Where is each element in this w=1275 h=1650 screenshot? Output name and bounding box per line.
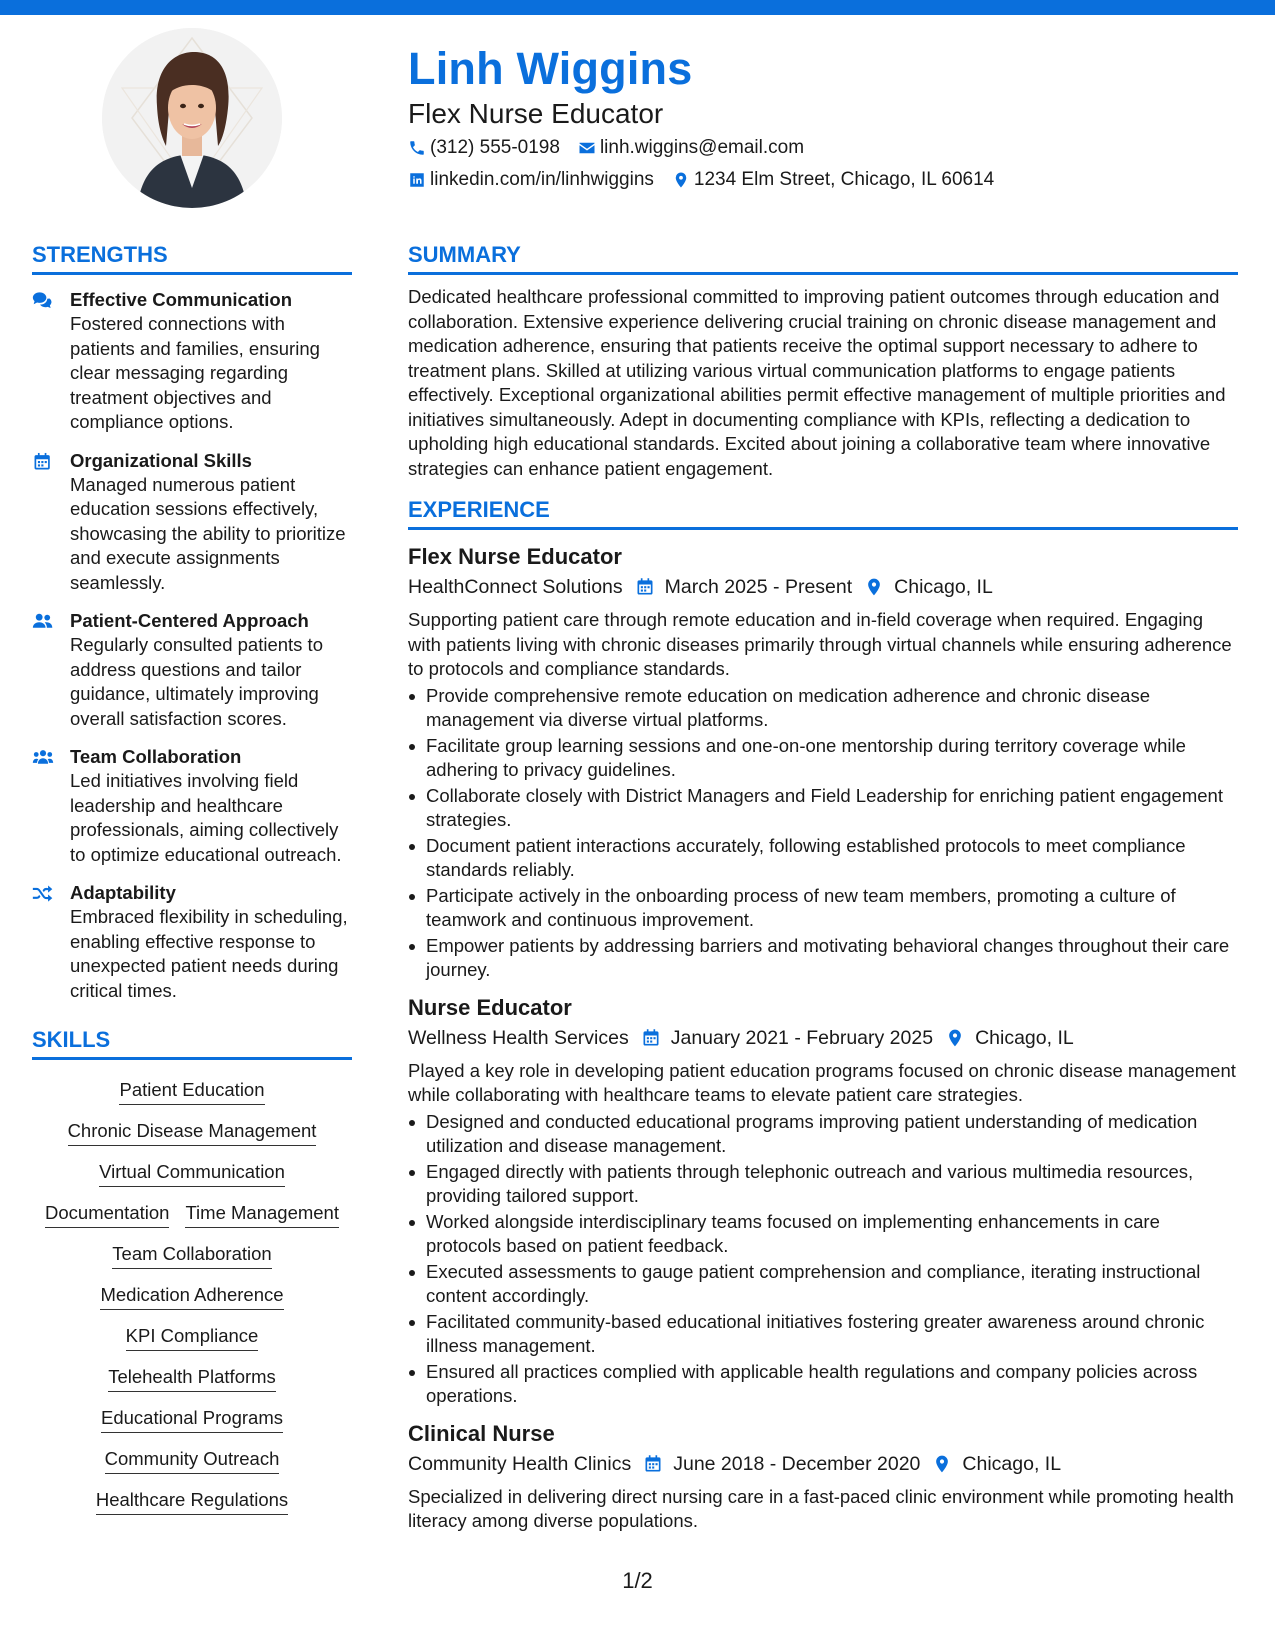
skill-tag: Telehealth Platforms (108, 1365, 276, 1392)
resume-header (408, 40, 1238, 196)
strength-item (32, 608, 352, 731)
job-location: Chicago, IL (894, 576, 993, 598)
experience-heading: EXPERIENCE (408, 495, 1238, 530)
strength-desc: Managed numerous patient education sessions effectively, showcasing the ability to prioritize and execute assignments seamlessly. (70, 473, 346, 593)
job-entry (408, 542, 1238, 983)
location-pin-icon (864, 577, 884, 597)
profile-photo (102, 28, 282, 208)
shuffle-icon (32, 884, 54, 902)
strength-desc: Fostered connections with patients and families, ensuring clear messaging regarding treatment objectives and compliance options. (70, 313, 320, 432)
calendar-icon (32, 452, 54, 470)
bullet-item: Facilitate group learning sessions and one-on-one mentorship during territory coverage while adhering to privacy guidelines. (408, 734, 1238, 783)
candidate-name: Linh Wiggins (408, 43, 693, 94)
bullet-item: Ensured all practices complied with applicable health regulations and company policies across operations. (408, 1360, 1238, 1409)
bullet-item: Engaged directly with patients through telephonic outreach and various multimedia resources, providing tailored support. (408, 1160, 1238, 1209)
strengths-heading: STRENGTHS (32, 240, 352, 275)
strength-item (32, 744, 352, 867)
skill-tag: Virtual Communication (99, 1160, 285, 1187)
job-meta (408, 1449, 1238, 1479)
skill-tag: Team Collaboration (112, 1242, 271, 1269)
strength-desc: Embraced flexibility in scheduling, enabling effective response to unexpected patient needs during critical times. (70, 906, 348, 1001)
job-bullets (408, 684, 1238, 983)
bullet-item: Designed and conducted educational programs improving patient understanding of medication utilization and disease management. (408, 1110, 1238, 1159)
job-dates: January 2021 - February 2025 (670, 1026, 934, 1049)
phone-text: (312) 555-0198 (430, 137, 560, 158)
strength-title: Effective Communication (70, 289, 293, 310)
linkedin-icon (408, 171, 426, 189)
strength-desc: Led initiatives involving field leadership and healthcare professionals, aiming collectively to optimize educational outreach. (70, 770, 342, 865)
calendar-icon (635, 577, 655, 597)
skill-tag: Time Management (185, 1201, 339, 1228)
user-group-icon (32, 612, 54, 630)
linkedin-contact[interactable] (408, 164, 654, 196)
location-pin-icon (672, 171, 690, 189)
job-description: Specialized in delivering direct nursing care in a fast-paced clinic environment while promoting health literacy among diverse populations. (408, 1485, 1234, 1531)
location-pin-icon (945, 1028, 965, 1048)
job-title: Flex Nurse Educator (408, 544, 622, 569)
job-entry (408, 993, 1238, 1409)
job-title: Clinical Nurse (408, 1420, 555, 1446)
avatar (102, 28, 282, 208)
contact-row-1 (408, 132, 1238, 164)
bullet-item: Executed assessments to gauge patient comprehension and compliance, iterating instructional content accordingly. (408, 1260, 1238, 1309)
job-dates: March 2025 - Present (664, 576, 853, 598)
job-title: Nurse Educator (408, 994, 572, 1020)
strength-title: Organizational Skills (70, 449, 252, 471)
strength-item (32, 880, 352, 1003)
phone-contact[interactable] (408, 132, 560, 164)
skill-tag: Patient Education (119, 1078, 264, 1105)
skill-tag: Community Outreach (105, 1447, 280, 1474)
skills-list (32, 1072, 352, 1523)
bullet-item: Provide comprehensive remote education on medication adherence and chronic disease management via diverse virtual platforms. (408, 684, 1238, 733)
linkedin-text: linkedin.com/in/linhwiggins (430, 169, 654, 190)
bullet-item: Facilitated community-based educational initiatives fostering greater awareness around chronic illness management. (408, 1310, 1238, 1359)
strength-title: Team Collaboration (70, 746, 242, 767)
strength-item (32, 448, 352, 596)
strength-item (32, 287, 352, 435)
bullet-item: Document patient interactions accurately, following established protocols to meet compliance standards reliably. (408, 834, 1238, 883)
job-company: Community Health Clinics (408, 1452, 632, 1475)
contact-row-2 (408, 164, 1238, 196)
location-pin-icon (932, 1454, 952, 1474)
job-description: Supporting patient care through remote education and in-field coverage when required. Engaging with patients living with chronic diseases primarily through virtual channels while ensuring adherence to protocols and compliance standards. (408, 609, 1232, 679)
job-entry (408, 1419, 1238, 1534)
strength-desc: Regularly consulted patients to address questions and tailor guidance, ultimately improving overall satisfaction scores. (70, 634, 323, 729)
comments-icon (32, 291, 54, 309)
top-accent-bar (0, 0, 1275, 15)
bullet-item: Participate actively in the onboarding process of new team members, promoting a culture of teamwork and continuous improvement. (408, 884, 1238, 933)
skills-section (32, 1025, 352, 1523)
candidate-title: Flex Nurse Educator (408, 98, 664, 129)
email-contact[interactable] (578, 132, 804, 164)
right-column (408, 240, 1238, 1544)
job-company: HealthConnect Solutions (408, 576, 623, 598)
bullet-item: Collaborate closely with District Managers and Field Leadership for enriching patient engagement strategies. (408, 784, 1238, 833)
envelope-icon (578, 139, 596, 157)
job-description: Played a key role in developing patient education programs focused on chronic disease management while collaborating with healthcare teams to elevate patient care strategies. (408, 1059, 1236, 1105)
phone-icon (408, 139, 426, 157)
team-icon (32, 748, 54, 766)
bullet-item: Worked alongside interdisciplinary teams focused on implementing enhancements in care protocols based on patient feedback. (408, 1210, 1238, 1259)
calendar-icon (643, 1454, 663, 1474)
skill-tag: Medication Adherence (100, 1283, 283, 1310)
strength-title: Patient-Centered Approach (70, 610, 309, 631)
page-number: 1/2 (622, 1568, 653, 1593)
skills-heading: SKILLS (32, 1025, 352, 1060)
job-meta (408, 572, 1238, 602)
job-location: Chicago, IL (975, 1026, 1074, 1049)
bullet-item: Empower patients by addressing barriers and motivating behavioral changes throughout their care journey. (408, 934, 1238, 983)
strength-title: Adaptability (70, 882, 176, 903)
summary-heading: SUMMARY (408, 240, 1238, 275)
job-location: Chicago, IL (962, 1452, 1062, 1475)
summary-text: Dedicated healthcare professional committed to improving patient outcomes through education and collaboration. Extensive experience delivering crucial training on chronic disease management and medication adherence, ensuring that patients receive the optimal support necessary to adhere to treatment plans. Skilled at utilizing various virtual communication platforms to engage patients effectively. Exceptional organizational abilities permit effective management of multiple priorities and initiatives simultaneously. Adept in documenting compliance with KPIs, reflecting a dedication to upholding high educational standards. Excited about joining a collaborative team where innovative strategies can enhance patient engagement. (408, 286, 1226, 479)
calendar-icon (641, 1028, 661, 1048)
skill-tag: Chronic Disease Management (68, 1119, 317, 1146)
email-text: linh.wiggins@email.com (599, 137, 805, 158)
skill-tag: Healthcare Regulations (96, 1488, 288, 1515)
job-company: Wellness Health Services (408, 1026, 629, 1049)
job-dates: June 2018 - December 2020 (673, 1452, 921, 1475)
skill-tag: KPI Compliance (126, 1324, 259, 1351)
job-meta (408, 1023, 1238, 1053)
left-column (32, 240, 352, 1523)
address-text: 1234 Elm Street, Chicago, IL 60614 (693, 169, 995, 190)
skill-tag: Educational Programs (101, 1406, 283, 1433)
job-bullets (408, 1110, 1238, 1409)
address-contact (672, 164, 994, 196)
skill-tag: Documentation (45, 1201, 169, 1228)
